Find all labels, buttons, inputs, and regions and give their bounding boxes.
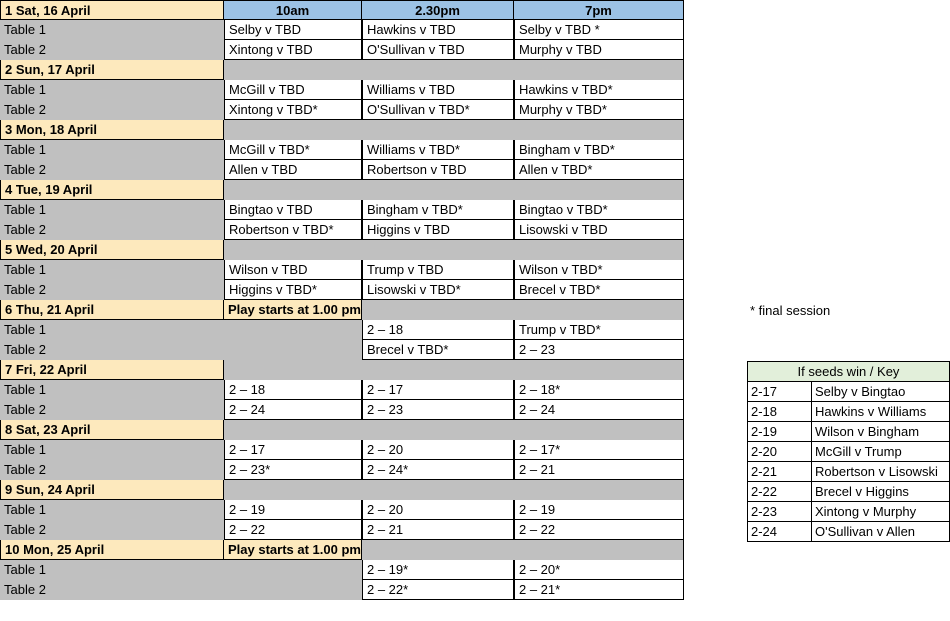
key-match-cell[interactable]: Robertson v Lisowski xyxy=(812,462,950,482)
table-row xyxy=(0,260,684,280)
session-cell-empty[interactable] xyxy=(224,420,362,440)
key-code-cell[interactable]: 2-20 xyxy=(748,442,812,462)
match-cell[interactable]: 2 – 20 xyxy=(362,500,514,520)
day-label-cell[interactable]: 5 Wed, 20 April xyxy=(0,240,224,260)
match-cell[interactable]: 2 – 23 xyxy=(514,340,684,360)
match-cell[interactable]: Robertson v TBD* xyxy=(224,220,362,240)
match-cell[interactable]: 2 – 21 xyxy=(514,460,684,480)
final-session-note: * final session xyxy=(750,303,831,318)
session-cell-empty[interactable] xyxy=(224,120,362,140)
match-cell[interactable]: 2 – 22 xyxy=(514,520,684,540)
match-cell[interactable]: 2 – 24* xyxy=(362,460,514,480)
match-cell[interactable]: 2 – 19 xyxy=(224,500,362,520)
day-row xyxy=(0,480,684,500)
key-row xyxy=(748,522,950,542)
session-cell-empty[interactable] xyxy=(362,420,514,440)
session-cell-empty[interactable] xyxy=(362,300,514,320)
match-cell[interactable]: 2 – 23 xyxy=(362,400,514,420)
match-cell[interactable]: Trump v TBD* xyxy=(514,320,684,340)
table-row xyxy=(0,160,684,180)
key-code-cell[interactable]: 2-19 xyxy=(748,422,812,442)
day-row xyxy=(0,420,684,440)
session-cell-empty[interactable] xyxy=(224,580,362,600)
key-match-cell[interactable]: Selby v Bingtao xyxy=(812,382,950,402)
session-cell-empty[interactable] xyxy=(224,480,362,500)
match-cell[interactable]: 2 – 17 xyxy=(224,440,362,460)
day-row xyxy=(0,60,684,80)
match-cell[interactable]: Murphy v TBD xyxy=(514,40,684,60)
key-row xyxy=(748,382,950,402)
table-row xyxy=(0,40,684,60)
session-cell-empty[interactable] xyxy=(514,180,684,200)
match-cell[interactable]: Wilson v TBD* xyxy=(514,260,684,280)
match-cell[interactable]: Allen v TBD* xyxy=(514,160,684,180)
session-cell-empty[interactable] xyxy=(514,60,684,80)
match-cell[interactable]: 2 – 24 xyxy=(224,400,362,420)
session-cell-empty[interactable] xyxy=(224,360,362,380)
table-row xyxy=(0,100,684,120)
table-label-cell[interactable]: Table 2 xyxy=(0,460,224,480)
day-row xyxy=(0,180,684,200)
match-cell[interactable]: 2 – 19* xyxy=(362,560,514,580)
match-cell[interactable]: Murphy v TBD* xyxy=(514,100,684,120)
match-cell[interactable]: Williams v TBD xyxy=(362,80,514,100)
session-header-230pm[interactable]: 2.30pm xyxy=(362,0,514,20)
table-row xyxy=(0,460,684,480)
day-label-cell[interactable]: 1 Sat, 16 April xyxy=(0,0,224,20)
session-cell-empty[interactable] xyxy=(514,120,684,140)
session-cell-empty[interactable] xyxy=(514,540,684,560)
match-cell[interactable]: Hawkins v TBD* xyxy=(514,80,684,100)
session-cell-empty[interactable] xyxy=(224,320,362,340)
table-label-cell[interactable]: Table 1 xyxy=(0,380,224,400)
key-row xyxy=(748,482,950,502)
play-start-note[interactable]: Play starts at 1.00 pm xyxy=(224,300,362,320)
session-cell-empty[interactable] xyxy=(362,480,514,500)
match-cell[interactable]: Hawkins v TBD xyxy=(362,20,514,40)
key-code-cell[interactable]: 2-21 xyxy=(748,462,812,482)
table-row xyxy=(0,440,684,460)
day-label-cell[interactable]: 6 Thu, 21 April xyxy=(0,300,224,320)
match-cell[interactable]: 2 – 24 xyxy=(514,400,684,420)
table-row xyxy=(0,140,684,160)
key-code-cell[interactable]: 2-18 xyxy=(748,402,812,422)
match-cell[interactable]: Robertson v TBD xyxy=(362,160,514,180)
session-cell-empty[interactable] xyxy=(362,360,514,380)
match-cell[interactable]: Bingtao v TBD xyxy=(224,200,362,220)
day-row xyxy=(0,240,684,260)
table-row xyxy=(0,500,684,520)
match-cell[interactable]: 2 – 17* xyxy=(514,440,684,460)
session-cell-empty[interactable] xyxy=(514,360,684,380)
day-row xyxy=(0,360,684,380)
match-cell[interactable]: Lisowski v TBD* xyxy=(362,280,514,300)
session-cell-empty[interactable] xyxy=(362,120,514,140)
match-cell[interactable]: O'Sullivan v TBD xyxy=(362,40,514,60)
key-match-cell[interactable]: Wilson v Bingham xyxy=(812,422,950,442)
key-match-cell[interactable]: McGill v Trump xyxy=(812,442,950,462)
match-cell[interactable]: McGill v TBD* xyxy=(224,140,362,160)
table-label-cell[interactable]: Table 1 xyxy=(0,140,224,160)
match-cell[interactable]: Higgins v TBD xyxy=(362,220,514,240)
table-row xyxy=(0,580,684,600)
key-header-row xyxy=(748,362,950,382)
key-match-cell[interactable]: O'Sullivan v Allen xyxy=(812,522,950,542)
table-label-cell[interactable]: Table 1 xyxy=(0,20,224,40)
match-cell[interactable]: Bingham v TBD* xyxy=(362,200,514,220)
session-header-7pm[interactable]: 7pm xyxy=(514,0,684,20)
session-cell-empty[interactable] xyxy=(362,240,514,260)
table-label-cell[interactable]: Table 1 xyxy=(0,500,224,520)
day-label-cell[interactable]: 7 Fri, 22 April xyxy=(0,360,224,380)
match-cell[interactable]: Bingtao v TBD* xyxy=(514,200,684,220)
match-cell[interactable]: 2 – 21* xyxy=(514,580,684,600)
key-match-cell[interactable]: Xintong v Murphy xyxy=(812,502,950,522)
session-cell-empty[interactable] xyxy=(362,540,514,560)
table-label-cell[interactable]: Table 2 xyxy=(0,280,224,300)
session-cell-empty[interactable] xyxy=(514,300,684,320)
session-cell-empty[interactable] xyxy=(362,180,514,200)
key-code-cell[interactable]: 2-22 xyxy=(748,482,812,502)
table-row xyxy=(0,80,684,100)
match-cell[interactable]: Selby v TBD * xyxy=(514,20,684,40)
session-cell-empty[interactable] xyxy=(362,60,514,80)
day-row xyxy=(0,540,684,560)
session-cell-empty[interactable] xyxy=(224,340,362,360)
table-label-cell[interactable]: Table 1 xyxy=(0,260,224,280)
session-cell-empty[interactable] xyxy=(224,560,362,580)
match-cell[interactable]: 2 – 19 xyxy=(514,500,684,520)
table-row xyxy=(0,280,684,300)
day-label-cell[interactable]: 4 Tue, 19 April xyxy=(0,180,224,200)
key-match-cell[interactable]: Hawkins v Williams xyxy=(812,402,950,422)
schedule-header-row xyxy=(0,0,684,20)
match-cell[interactable]: Brecel v TBD* xyxy=(362,340,514,360)
schedule-body xyxy=(0,20,684,600)
match-cell[interactable]: 2 – 18 xyxy=(362,320,514,340)
play-start-note[interactable]: Play starts at 1.00 pm xyxy=(224,540,362,560)
match-cell[interactable]: Brecel v TBD* xyxy=(514,280,684,300)
match-cell[interactable]: 2 – 22 xyxy=(224,520,362,540)
match-cell[interactable]: Trump v TBD xyxy=(362,260,514,280)
table-label-cell[interactable]: Table 1 xyxy=(0,440,224,460)
match-cell[interactable]: 2 – 18 xyxy=(224,380,362,400)
key-match-cell[interactable]: Brecel v Higgins xyxy=(812,482,950,502)
match-cell[interactable]: Lisowski v TBD xyxy=(514,220,684,240)
key-title[interactable]: If seeds win / Key xyxy=(748,362,950,382)
match-cell[interactable]: Bingham v TBD* xyxy=(514,140,684,160)
session-cell-empty[interactable] xyxy=(514,480,684,500)
day-label-cell[interactable]: 3 Mon, 18 April xyxy=(0,120,224,140)
table-row xyxy=(0,220,684,240)
match-cell[interactable]: 2 – 17 xyxy=(362,380,514,400)
table-label-cell[interactable]: Table 2 xyxy=(0,580,224,600)
match-cell[interactable]: Wilson v TBD xyxy=(224,260,362,280)
session-cell-empty[interactable] xyxy=(224,60,362,80)
table-label-cell[interactable]: Table 2 xyxy=(0,160,224,180)
key-row xyxy=(748,502,950,522)
match-cell[interactable]: 2 – 21 xyxy=(362,520,514,540)
key-code-cell[interactable]: 2-23 xyxy=(748,502,812,522)
table-row xyxy=(0,400,684,420)
match-cell[interactable]: Higgins v TBD* xyxy=(224,280,362,300)
session-cell-empty[interactable] xyxy=(224,180,362,200)
key-row xyxy=(748,422,950,442)
key-row xyxy=(748,442,950,462)
session-cell-empty[interactable] xyxy=(514,420,684,440)
match-cell[interactable]: 2 – 23* xyxy=(224,460,362,480)
key-table xyxy=(747,361,950,542)
table-label-cell[interactable]: Table 1 xyxy=(0,560,224,580)
day-label-cell[interactable]: 8 Sat, 23 April xyxy=(0,420,224,440)
table-row xyxy=(0,520,684,540)
table-label-cell[interactable]: Table 2 xyxy=(0,340,224,360)
key-code-cell[interactable]: 2-24 xyxy=(748,522,812,542)
day-row xyxy=(0,300,684,320)
match-cell[interactable]: Xintong v TBD* xyxy=(224,100,362,120)
table-label-cell[interactable]: Table 1 xyxy=(0,200,224,220)
key-row xyxy=(748,402,950,422)
day-label-cell[interactable]: 9 Sun, 24 April xyxy=(0,480,224,500)
match-cell[interactable]: 2 – 22* xyxy=(362,580,514,600)
key-code-cell[interactable]: 2-17 xyxy=(748,382,812,402)
match-cell[interactable]: Selby v TBD xyxy=(224,20,362,40)
table-label-cell[interactable]: Table 1 xyxy=(0,320,224,340)
match-cell[interactable]: 2 – 20 xyxy=(362,440,514,460)
table-row xyxy=(0,320,684,340)
key-row xyxy=(748,462,950,482)
table-label-cell[interactable]: Table 2 xyxy=(0,40,224,60)
table-label-cell[interactable]: Table 2 xyxy=(0,220,224,240)
session-header-10am[interactable]: 10am xyxy=(224,0,362,20)
table-row xyxy=(0,340,684,360)
match-cell[interactable]: 2 – 20* xyxy=(514,560,684,580)
day-row xyxy=(0,120,684,140)
session-cell-empty[interactable] xyxy=(224,240,362,260)
day-label-cell[interactable]: 10 Mon, 25 April xyxy=(0,540,224,560)
table-row xyxy=(0,380,684,400)
match-cell[interactable]: Allen v TBD xyxy=(224,160,362,180)
table-label-cell[interactable]: Table 2 xyxy=(0,100,224,120)
table-row xyxy=(0,560,684,580)
match-cell[interactable]: Xintong v TBD xyxy=(224,40,362,60)
match-cell[interactable]: Williams v TBD* xyxy=(362,140,514,160)
day-label-cell[interactable]: 2 Sun, 17 April xyxy=(0,60,224,80)
table-row xyxy=(0,200,684,220)
match-cell[interactable]: O'Sullivan v TBD* xyxy=(362,100,514,120)
match-cell[interactable]: 2 – 18* xyxy=(514,380,684,400)
table-row xyxy=(0,20,684,40)
table-label-cell[interactable]: Table 2 xyxy=(0,400,224,420)
match-cell[interactable]: McGill v TBD xyxy=(224,80,362,100)
session-cell-empty[interactable] xyxy=(514,240,684,260)
table-label-cell[interactable]: Table 2 xyxy=(0,520,224,540)
table-label-cell[interactable]: Table 1 xyxy=(0,80,224,100)
